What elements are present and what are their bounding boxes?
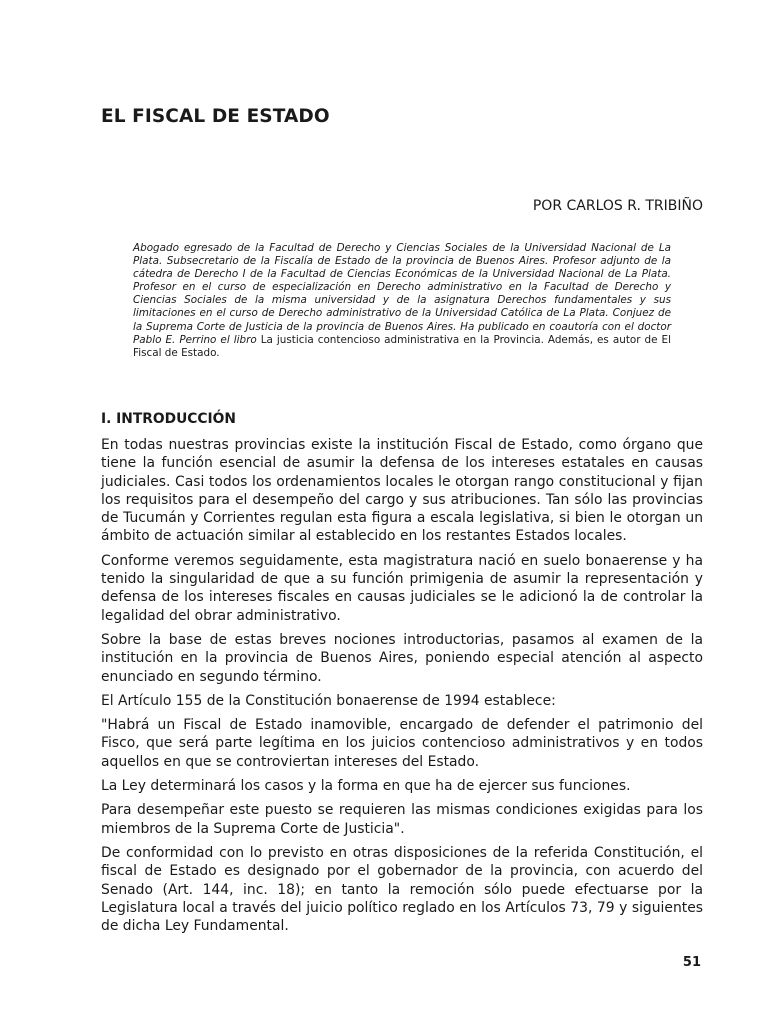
paragraph: La Ley determinará los casos y la forma en que ha de ejercer sus funciones.: [101, 778, 631, 795]
body-text: [101, 436, 703, 941]
paragraph: "Habrá un Fiscal de Estado inamovible, encargado de defender el patrimonio del Fisco, que será parte legítima en los juicios contencioso administrativos y en todos aquellos en que se controviertan intereses del Estado.: [101, 717, 703, 770]
author-bio-italic: Abogado egresado de la Facultad de Derecho y Ciencias Sociales de la Universidad Nacional de La Plata. Subsecretario de la Fiscalía de Estado de la provincia de Buenos Aires. Profesor adjunto de la cátedra de Derecho I de la Facultad de Ciencias Económicas de la Universidad Nacional de La Plata. Profesor en el curso de especialización en Derecho administrativo en la Facultad de Derecho y Ciencias Sociales de la misma universidad y de la asignatura Derechos fundamentales y sus limitaciones en el curso de Derecho administrativo de la Universidad Católica de La Plata. Conjuez de la Suprema Corte de Justicia de la provincia de Buenos Aires. Ha publicado en coautoría con el doctor Pablo E. Perrino el libro: [133, 242, 671, 346]
paragraph: Para desempeñar este puesto se requieren las mismas condiciones exigidas para los miembros de la Suprema Corte de Justicia".: [101, 802, 703, 837]
document-page: [101, 0, 703, 1024]
author-byline: POR CARLOS R. TRIBIÑO: [532, 198, 703, 214]
paragraph: Conforme veremos seguidamente, esta magistratura nació en suelo bonaerense y ha tenido la singularidad de que a su función primigenia de asumir la representación y defensa de los intereses fiscales en causas judiciales se le adicionó la de controlar la legalidad del obrar administrativo.: [101, 552, 703, 624]
section-title: I. INTRODUCCIÓN: [101, 411, 236, 427]
document-title: EL FISCAL DE ESTADO: [101, 106, 330, 127]
author-bio: [133, 242, 671, 360]
page-number: 51: [682, 955, 701, 970]
paragraph: De conformidad con lo previsto en otras disposiciones de la referida Constitución, el fiscal de Estado es designado por el gobernador de la provincia, con acuerdo del Senado (Art. 144, inc. 18); en tanto la remoción sólo puede efectuarse por la Legislatura local a través del juicio político reglado en los Artículos 73, 79 y siguientes de dicha Ley Fundamental.: [101, 844, 703, 935]
paragraph: Sobre la base de estas breves nociones introductorias, pasamos al examen de la institución en la provincia de Buenos Aires, poniendo especial atención al aspecto enunciado en segundo término.: [101, 631, 703, 685]
author-bio-regular: La justicia contencioso administrativa en la Provincia. Además, es autor de El Fiscal de Estado.: [133, 333, 671, 359]
paragraph: En todas nuestras provincias existe la institución Fiscal de Estado, como órgano que tiene la función esencial de asumir la defensa de los intereses estatales en causas judiciales. Casi todos los ordenamientos locales le otorgan rango constitucional y fijan los requisitos para el desempeño del cargo y sus atribuciones. Tan sólo las provincias de Tucumán y Corrientes regulan esta figura a escala legislativa, si bien le otorgan un ámbito de actuación similar al establecido en los restantes Estados locales.: [101, 437, 703, 545]
paragraph: El Artículo 155 de la Constitución bonaerense de 1994 establece:: [101, 692, 556, 709]
